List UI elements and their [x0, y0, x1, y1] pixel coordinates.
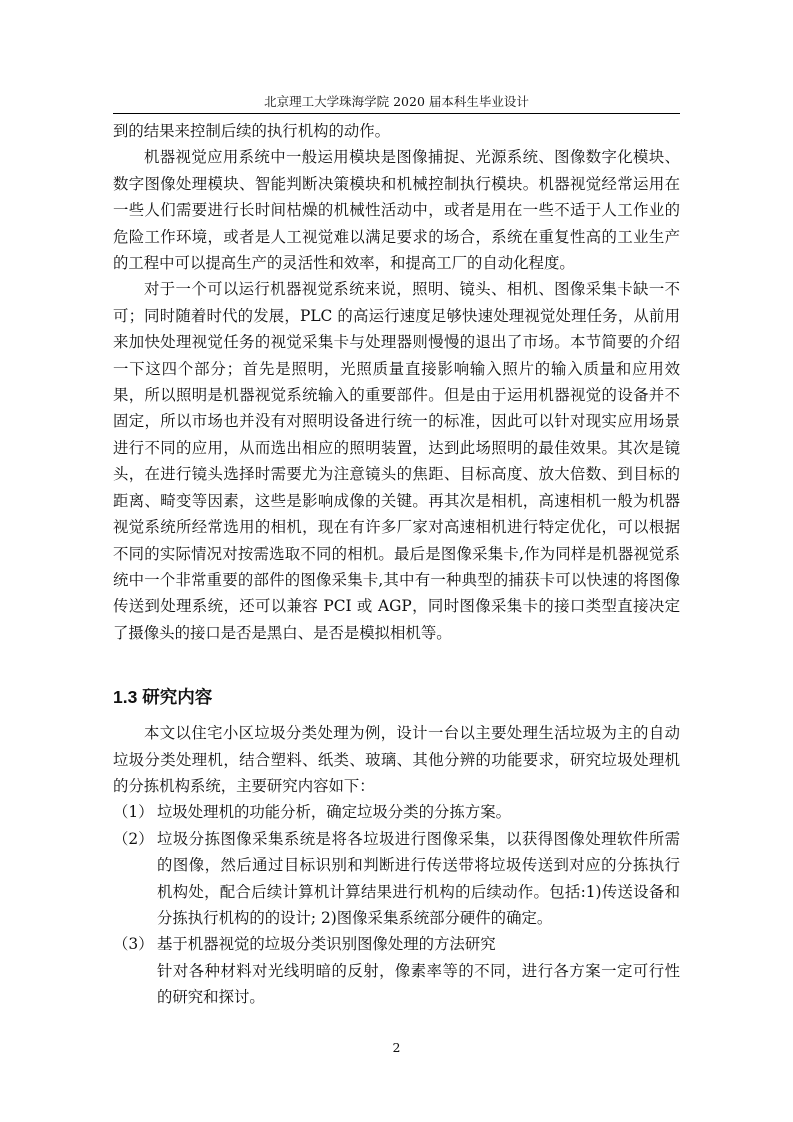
- paragraph-system-modules: 机器视觉应用系统中一般运用模块是图像捕捉、光源系统、图像数字化模块、数字图像处理模块、智能判断决策模块和机械控制执行模块。机器视觉经常运用在一些人们需要进行长时间枯燥的机械性活动中，或者是用在一些不适于人工作业的危险工作环境，或者是人工视觉难以满足要求的场合，系统在重复性高的工业生产的工程中可以提高生产的灵活性和效率，和提高工厂的自动化程度。: [113, 148, 680, 273]
- page-content: [113, 118, 680, 1011]
- list-item-number: （2）: [113, 829, 154, 848]
- list-item: [113, 799, 680, 825]
- list-item: [113, 826, 680, 932]
- list-item-subtext: 针对各种材料对光线明暗的反射，像素率等的不同，进行各方案一定可行性的研究和探讨。: [157, 961, 680, 1007]
- list-item-number: （3）: [113, 935, 154, 954]
- list-item-text: 垃圾处理机的功能分析，确定垃圾分类的分拣方案。: [157, 803, 511, 822]
- list-item-text: 垃圾分拣图像采集系统是将各垃圾进行图像采集，以获得图像处理软件所需的图像，然后通过目标识别和判断进行传送带将垃圾传送到对应的分拣执行机构处，配合后续计算机计算结果进行机构的后续动作。包括:1)传送设备和分拣执行机构的的设计; 2)图像采集系统部分硬件的确定。: [157, 829, 680, 927]
- list-item-body: [157, 931, 680, 1010]
- page-header: 北京理工大学珠海学院 2020 届本科生毕业设计: [264, 94, 529, 109]
- page-number: 2: [392, 1040, 401, 1055]
- section-heading: 1.3 研究内容: [113, 687, 213, 708]
- paragraph-components: 对于一个可以运行机器视觉系统来说，照明、镜头、相机、图像采集卡缺一不可；同时随着时代的发展，PLC 的高运行速度足够快速处理视觉处理任务，从前用来加快处理视觉任务的视觉采集卡与处理器则慢慢的退出了市场。本节简要的介绍一下这四个部分；首先是照明，光照质量直接影响输入照片的输入质量和应用效果，所以照明是机器视觉系统输入的重要部件。但是由于运用机器视觉的设备并不固定，所以市场也并没有对照明设备进行统一的标准，因此可以针对现实应用场景进行不同的应用，从而选出相应的照明装置，达到此场照明的最佳效果。其次是镜头，在进行镜头选择时需要尤为注意镜头的焦距、目标高度、放大倍数、到目标的距离、畸变等因素，这些是影响成像的关键。再其次是相机，高速相机一般为机器视觉系统所经常选用的相机，现在有许多厂家对高速相机进行特定优化，可以根据不同的实际情况对按需选取不同的相机。最后是图像采集卡,作为同样是机器视觉系统中一个非常重要的部件的图像采集卡,其中有一种典型的捕获卡可以快速的将图像传送到处理系统，还可以兼容 PCI 或 AGP，同时图像采集卡的接口类型直接决定了摄像头的接口是否是黑白、是否是模拟相机等。: [113, 280, 680, 642]
- list-item: [113, 931, 680, 1010]
- header-rule: [113, 113, 680, 114]
- research-content-list: [113, 799, 680, 1010]
- paragraph-continuation: 到的结果来控制后续的执行机构的动作。: [113, 122, 391, 140]
- list-item-text: 基于机器视觉的垃圾分类识别图像处理的方法研究: [157, 935, 496, 954]
- list-item-number: （1）: [113, 803, 154, 822]
- section-intro: 本文以住宅小区垃圾分类处理为例，设计一台以主要处理生活垃圾为主的自动垃圾分类处理机，结合塑料、纸类、玻璃、其他分辨的功能要求，研究垃圾处理机的分拣机构系统，主要研究内容如下：: [113, 724, 680, 795]
